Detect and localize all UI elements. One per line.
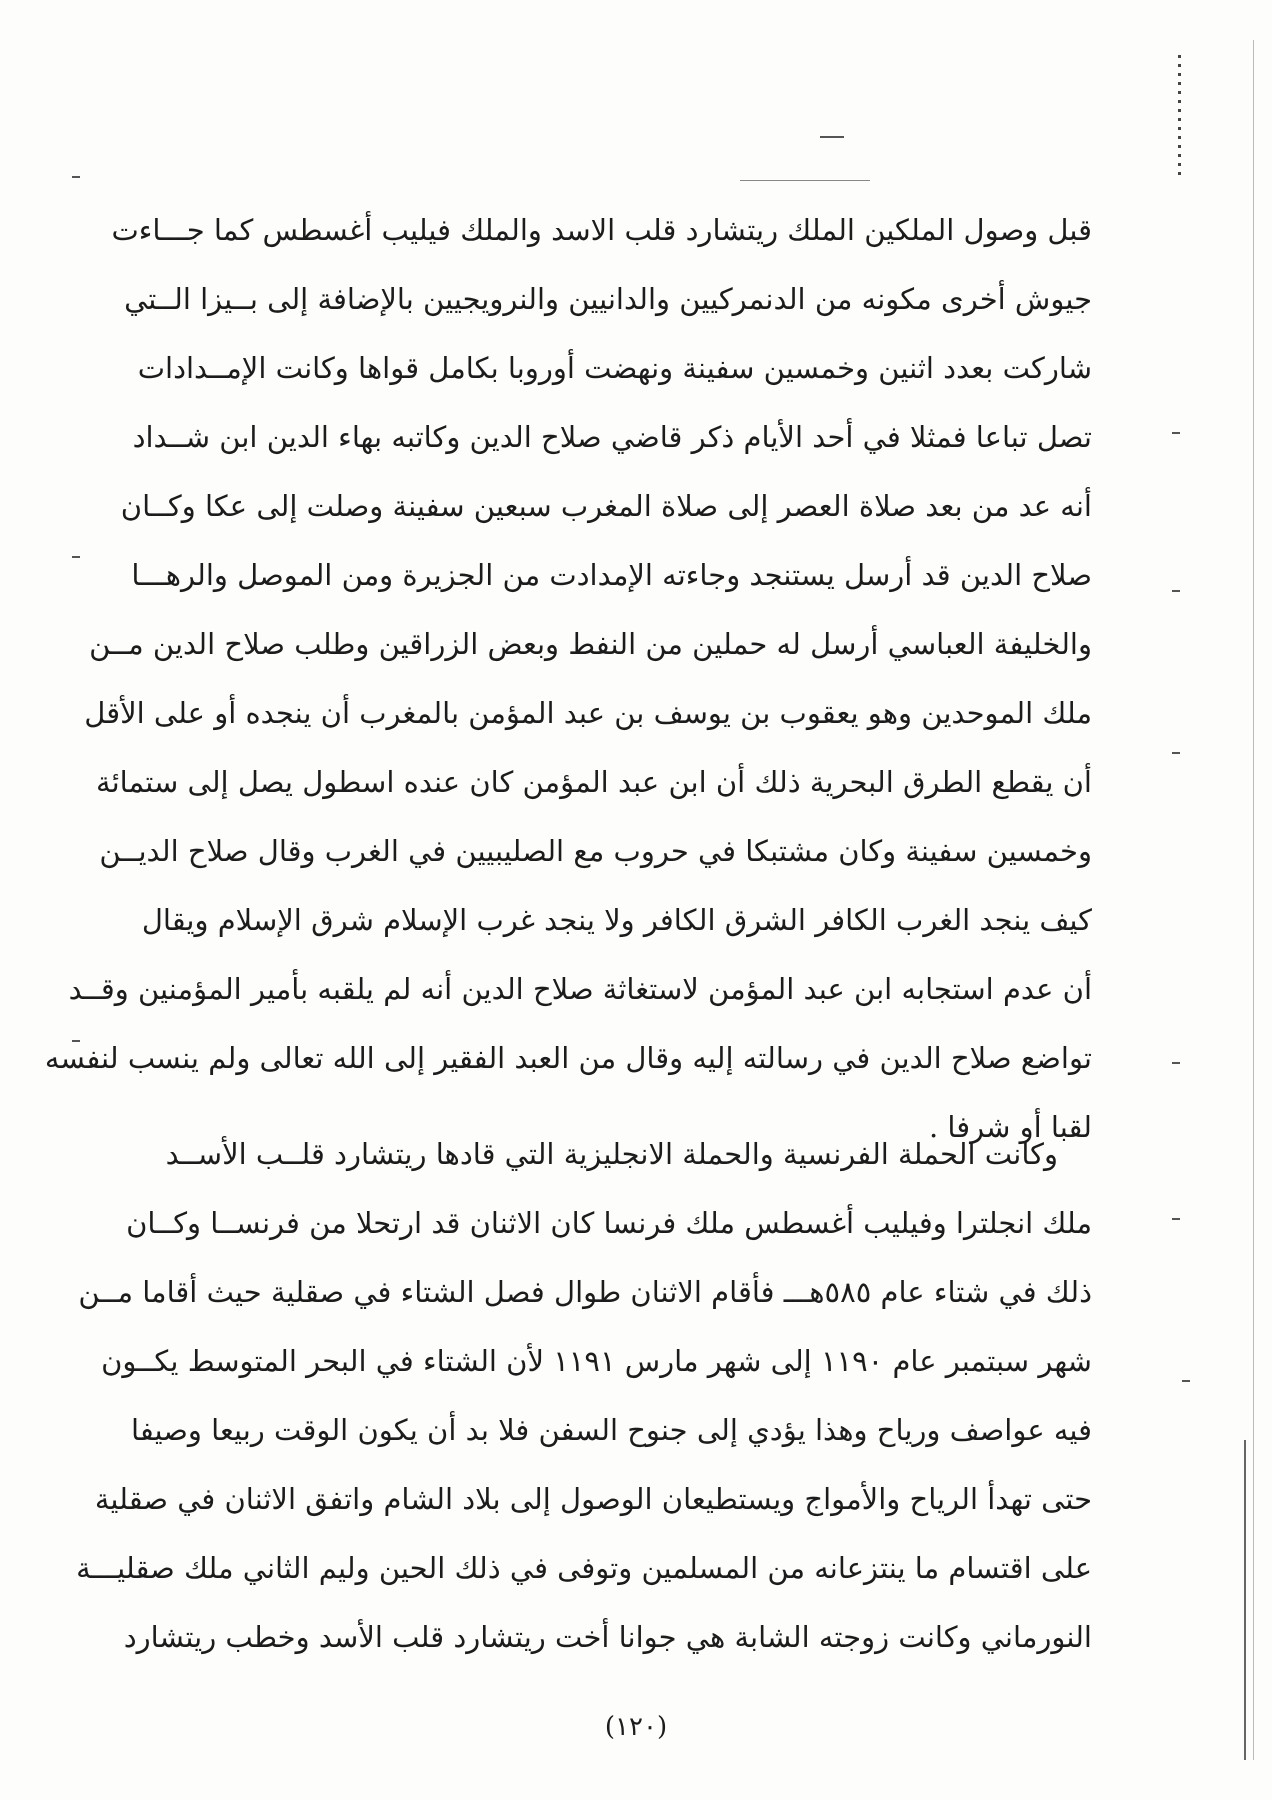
text-line: شاركت بعدد اثنين وخمسين سفينة ونهضت أوروبا بكامل قواها وكانت الإمــدادات	[137, 351, 1092, 385]
margin-dash	[1182, 1380, 1190, 1382]
header-dash-mark	[820, 136, 844, 138]
text-line: على اقتسام ما ينتزعانه من المسلمين وتوفى في ذلك الحين وليم الثاني ملك صقليـــة	[76, 1551, 1092, 1585]
text-line: أنه عد من بعد صلاة العصر إلى صلاة المغرب سبعين سفينة وصلت إلى عكا وكــان	[120, 489, 1092, 523]
text-line: جيوش أخرى مكونه من الدنمركيين والدانيين والنرويجيين بالإضافة إلى بــيزا الــتي	[124, 282, 1092, 316]
text-line: أن عدم استجابه ابن عبد المؤمن لاستغاثة صلاح الدين أنه لم يلقبه بأمير المؤمنين وقــد	[68, 972, 1092, 1006]
scan-edge-line	[1253, 40, 1254, 1760]
text-line: لقبا أو شرفا .	[928, 1110, 1092, 1144]
text-line: تصل تباعا فمثلا في أحد الأيام ذكر قاضي صلاح الدين وكاتبه بهاء الدين ابن شــداد	[132, 420, 1092, 454]
margin-dash	[1172, 752, 1180, 754]
text-line: وخمسين سفينة وكان مشتبكا في حروب مع الصليبيين في الغرب وقال صلاح الديــن	[99, 834, 1092, 868]
margin-dash	[1172, 590, 1180, 592]
margin-dash	[72, 556, 80, 558]
text-line: قبل وصول الملكين الملك ريتشارد قلب الاسد والملك فيليب أغسطس كما جـــاءت	[111, 213, 1092, 247]
paragraph-1	[44, 196, 1092, 1162]
text-line: ملك الموحدين وهو يعقوب بن يوسف بن عبد المؤمن بالمغرب أن ينجده أو على الأقل	[84, 696, 1092, 730]
page-number: (١٢٠)	[604, 1712, 668, 1742]
text-line: والخليفة العباسي أرسل له حملين من النفط وبعض الزراقين وطلب صلاح الدين مــن	[89, 627, 1092, 661]
text-line: وكانت الحملة الفرنسية والحملة الانجليزية التي قادها ريتشارد قلــب الأســد	[165, 1137, 1058, 1171]
margin-dash	[1172, 432, 1180, 434]
text-line: فيه عواصف ورياح وهذا يؤدي إلى جنوح السفن فلا بد أن يكون الوقت ربيعا وصيفا	[131, 1413, 1092, 1447]
margin-dash	[1172, 1062, 1180, 1064]
text-line: كيف ينجد الغرب الكافر الشرق الكافر ولا ينجد غرب الإسلام شرق الإسلام ويقال	[141, 903, 1092, 937]
text-line: شهر سبتمبر عام ١١٩٠ إلى شهر مارس ١١٩١ لأن الشتاء في البحر المتوسط يكــون	[101, 1344, 1092, 1378]
text-line: صلاح الدين قد أرسل يستنجد وجاءته الإمدادت من الجزيرة ومن الموصل والرهـــا	[131, 558, 1092, 592]
text-line: تواضع صلاح الدين في رسالته إليه وقال من العبد الفقير إلى الله تعالى ولم ينسب لنفسه	[44, 1041, 1092, 1075]
text-line: ذلك في شتاء عام ٥٨٥هـــ فأقام الاثنان طوال فصل الشتاء في صقلية حيث أقاما مــن	[78, 1275, 1092, 1309]
text-line: ملك انجلترا وفيليب أغسطس ملك فرنسا كان الاثنان قد ارتحلا من فرنســا وكــان	[126, 1206, 1092, 1240]
header-underline-mark	[740, 180, 870, 181]
margin-dash	[72, 176, 80, 178]
margin-dash	[1172, 1218, 1180, 1220]
text-line: حتى تهدأ الرياح والأمواج ويستطيعان الوصول إلى بلاد الشام واتفق الاثنان في صقلية	[94, 1482, 1092, 1516]
text-line: النورماني وكانت زوجته الشابة هي جوانا أخت ريتشارد قلب الأسد وخطب ريتشارد	[123, 1620, 1092, 1654]
paragraph-2	[76, 1120, 1092, 1672]
scan-margin-dots	[1178, 55, 1181, 175]
text-line: أن يقطع الطرق البحرية ذلك أن ابن عبد المؤمن كان عنده اسطول يصل إلى ستمائة	[96, 765, 1092, 799]
